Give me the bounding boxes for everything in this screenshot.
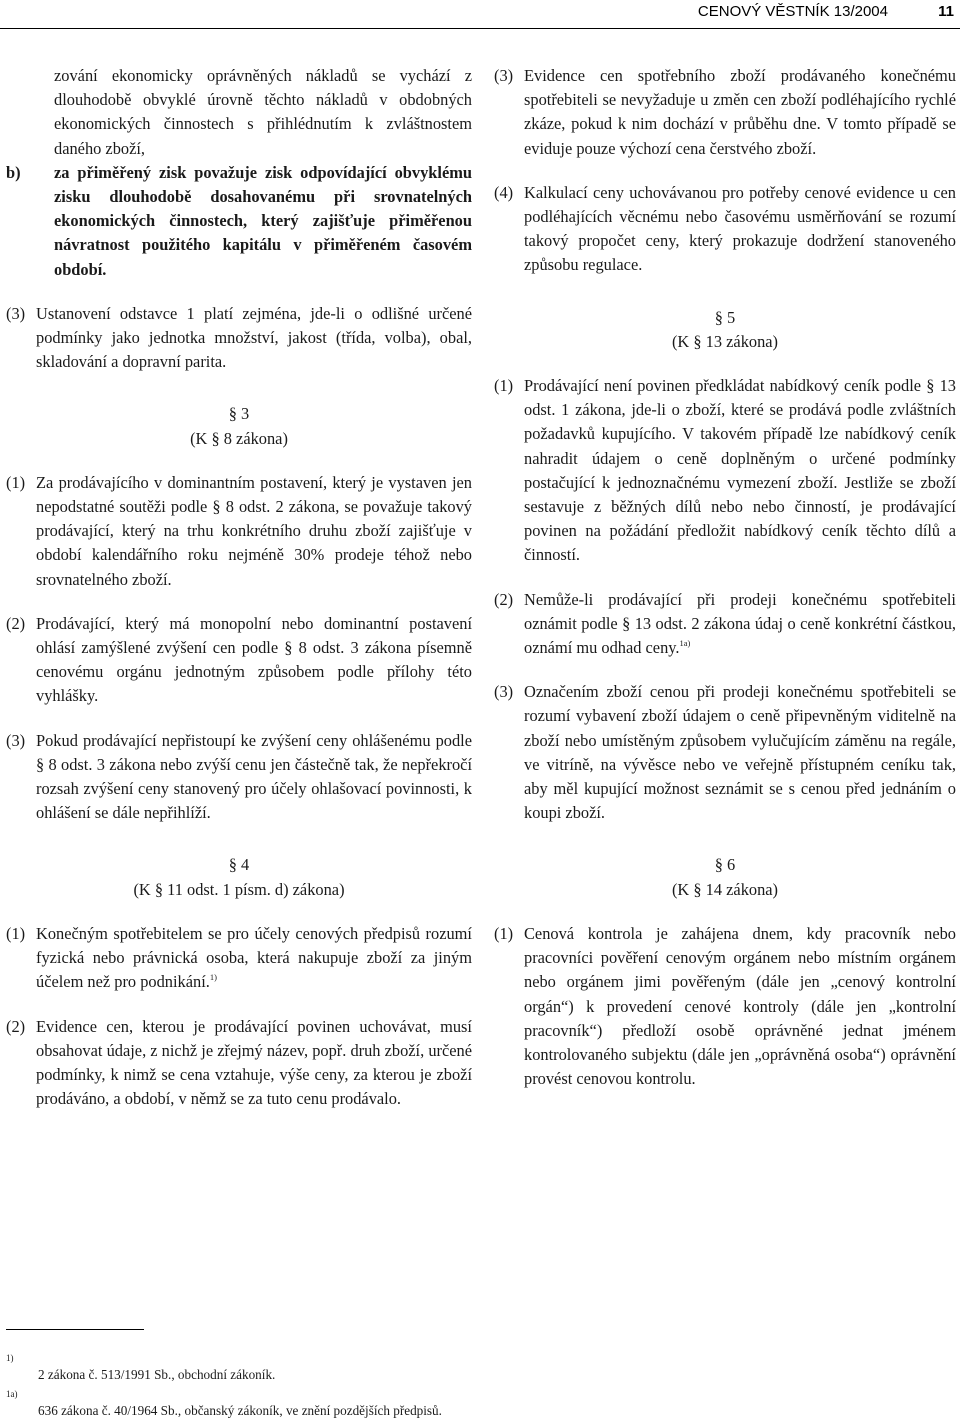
footnote-text: 2 zákona č. 513/1991 Sb., obchodní zákoník. <box>38 1367 276 1382</box>
paragraph-text: Evidence cen spotřebního zboží prodávaného konečnému spotřebiteli se nevyžaduje u změn cen zboží podléhajícího rychlé zkáze, pokud k nim dochází v průběhu dne. V tomto případě se eviduje pouze výchozí cena čerstvého zboží. <box>524 66 956 158</box>
paragraph <box>494 588 956 661</box>
paragraph-text: Cenová kontrola je zahájena dnem, kdy pracovník nebo pracovníci pověření cenovým orgánem nebo místním orgánem nebo orgánem jimi pověřeným (dále jen „cenový kontrolní orgán“) k provedení cenové kontroly (dále jen „kontrolní pracovník“) předloží osobě oprávněné jednat jménem kontrolovaného subjektu (dále jen „oprávněná osoba“) oprávnění provést cenovou kontrolu. <box>524 923 956 1089</box>
footnote-mark: 1a) <box>6 1389 18 1399</box>
section-heading <box>494 853 956 901</box>
paragraph <box>494 680 956 825</box>
list-item-b <box>6 161 472 282</box>
paragraph-text: Kalkulací ceny uchovávanou pro potřeby cenové evidence u cen podléhajících věcnému nebo časovému usměrňování se rozumí takový propočet ceny, který prokazuje dodržení stanoveného způsobu regulace. <box>524 182 956 275</box>
paragraph <box>494 181 956 278</box>
section-sign: § 5 <box>714 307 736 327</box>
paragraph-number: (1) <box>494 923 514 943</box>
section-sign: § 4 <box>228 855 250 875</box>
section-reference: (K § 13 zákona) <box>671 331 779 351</box>
paragraph-text: Pokud prodávající nepřistoupí ke zvýšení ceny ohlášenému podle § 8 odst. 3 zákona nebo zvýší cenu jen částečně tak, že nepřekročí rozsah zvýšení ceny stanovený pro účely ohlašovací povinnosti, k ohlášení se dále nepřihlíží. <box>36 730 472 823</box>
paragraph <box>494 64 956 161</box>
section-reference: (K § 8 zákona) <box>190 428 288 448</box>
paragraph-number: (2) <box>6 613 26 633</box>
paragraph <box>6 302 472 375</box>
running-title: CENOVÝ VĚSTNÍK 13/2004 <box>697 3 888 20</box>
paragraph-text: Označením zboží cenou při prodeji konečnému spotřebiteli se rozumí vybavení zboží údajem o ceně připevněným viditelně na zboží nebo umístěným způsobem vylučujícím záměnu na regále, ve vitríně, na vývěsce nebo ve veřejně přístupném ceníku tak, aby měl kupující možnost seznámit se s cenou před jednáním o koupi zboží. <box>524 682 956 823</box>
item-text: za přiměřený zisk považuje zisk odpovídající obvyklému zisku dlouhodobě dosahovanému při srovnatelných ekonomických činnostech, který zajišťuje přiměřenou návratnost použitého kapitálu v přiměřeném časovém období. <box>54 162 472 279</box>
page-number: 11 <box>938 3 954 20</box>
paragraph-text: Evidence cen, kterou je prodávající povinen uchovávat, musí obsahovat údaje, z nichž je zřejmý název, popř. druh zboží, určené podmínky, k nimž se cena vztahuje, výše ceny, za kterou je zboží prodáváno, a období, v němž se za tuto cenu prodávalo. <box>36 1016 472 1109</box>
paragraph <box>6 471 472 592</box>
footnotes <box>6 1352 906 1424</box>
paragraph-text: Konečným spotřebitelem se pro účely cenových předpisů rozumí fyzická nebo právnická osoba, která nakupuje zboží za jiným účelem než pro podnikání.$^{1)}$ <box>36 923 472 992</box>
paragraph-text: Ustanovení odstavce 1 platí zejména, jde-li o odlišné určené podmínky jako jednotka množství, jakost (třída, volba), obal, skladování a dopravní parita. <box>36 303 472 372</box>
paragraph-text: Za prodávajícího v dominantním postavení, který je vystaven jen nepodstatné soutěži podle § 8 odst. 2 zákona, se považuje takový prodávající, který na trhu konkrétního druhu zboží zajišťuje v období kalendářního roku nejméně 30% prodeje téhož nebo srovnatelného zboží. <box>36 472 472 589</box>
paragraph-number: (2) <box>494 589 514 609</box>
section-reference: (K § 14 zákona) <box>671 879 779 899</box>
section-sign: § 6 <box>714 855 736 875</box>
paragraph-number: (3) <box>494 682 514 702</box>
paragraph-number: (4) <box>494 182 514 202</box>
right-column <box>494 64 956 1091</box>
section-heading <box>494 306 956 354</box>
paragraph <box>6 729 472 826</box>
paragraph-text: Prodávající, který má monopolní nebo dominantní postavení ohlásí zamýšlené zvýšení cen podle § 8 odst. 3 zákona písemně cenovému orgánu jednotným způsobem podle přílohy této vyhlášky. <box>36 613 472 706</box>
paragraph <box>6 922 472 995</box>
section-reference: (K § 11 odst. 1 písm. d) zákona) <box>133 879 345 899</box>
section-heading <box>6 853 472 901</box>
paragraph-number: (2) <box>6 1016 26 1036</box>
continued-text: zování ekonomicky oprávněných nákladů se vychází z dlouhodobě obvyklé úrovně těchto nákladů v obdobných ekonomických činnostech s přihlédnutím k zvláštnostem daného zboží, <box>54 66 472 158</box>
paragraph <box>494 374 956 568</box>
paragraph-number: (1) <box>6 472 26 492</box>
paragraph <box>494 922 956 1091</box>
page-header <box>0 0 960 29</box>
left-column <box>6 64 472 1111</box>
paragraph-number: (3) <box>6 730 26 750</box>
footnote-divider <box>6 1329 144 1330</box>
paragraph-number: (1) <box>6 923 26 943</box>
footnote-reference[interactable]: 1) <box>209 972 217 983</box>
footnote-reference[interactable]: 1a) <box>679 638 691 649</box>
footnote <box>6 1388 906 1424</box>
section-heading <box>6 402 472 450</box>
paragraph <box>6 612 472 709</box>
paragraph-text: Prodávající není povinen předkládat nabídkový ceník podle § 13 odst. 1 zákona, jde-li o zboží, které se prodává podle zvláštních požadavků kupujícího. V takovém případě lze nabídkový ceník nahradit údajem o ceně doplněným o určené podmínky postačující k jednoznačnému vymezení zboží. Jestliže se zboží sestavuje z běžných dílů nebo nebo činností, je prodávající povinen na požádání předložit nabídkový ceník těchto dílů a činností. <box>524 376 956 565</box>
paragraph-number: (3) <box>6 303 26 323</box>
section-sign: § 3 <box>228 404 250 424</box>
footnote-text: 636 zákona č. 40/1964 Sb., občanský zákoník, ve znění pozdějších předpisů. <box>38 1403 442 1418</box>
paragraph <box>6 1015 472 1112</box>
footnote <box>6 1352 906 1388</box>
item-marker: b) <box>6 162 21 182</box>
footnote-mark: 1) <box>6 1353 14 1363</box>
paragraph-number: (1) <box>494 376 514 396</box>
paragraph-number: (3) <box>494 66 514 85</box>
paragraph-text: Nemůže-li prodávající při prodeji konečnému spotřebiteli oznámit podle § 13 odst. 2 zákona údaj o ceně konkrétní částkou, oznámí mu odhad ceny.$^{1a)}$ <box>524 589 956 658</box>
